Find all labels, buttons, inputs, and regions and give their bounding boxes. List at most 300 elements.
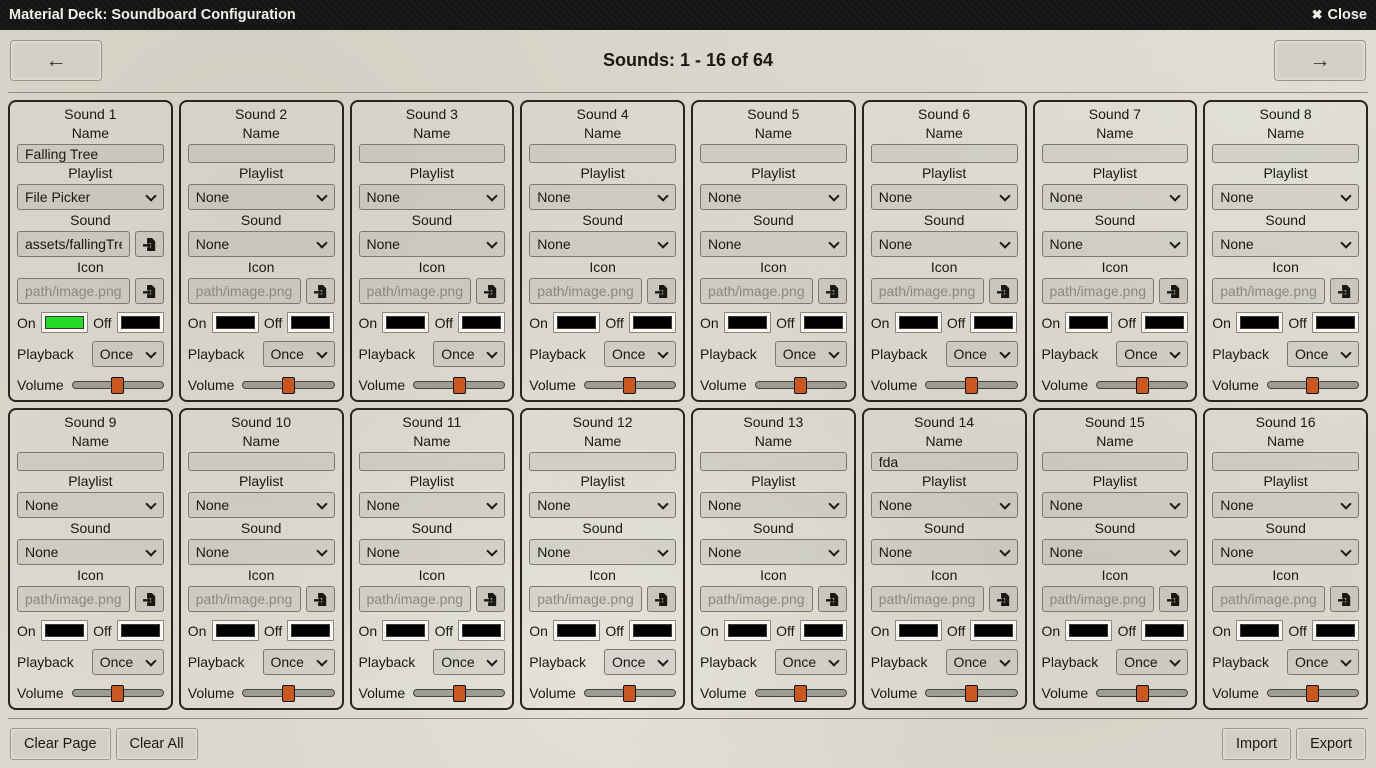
sound-name-input[interactable] <box>17 452 164 471</box>
file-import-icon <box>826 593 839 606</box>
on-label: On <box>1041 622 1061 639</box>
playlist-select[interactable] <box>1212 184 1359 210</box>
on-color-swatch[interactable] <box>724 312 771 333</box>
off-color-swatch[interactable] <box>287 620 334 641</box>
volume-slider[interactable] <box>755 376 847 394</box>
close-button[interactable] <box>1312 7 1367 23</box>
sound-name-input[interactable] <box>1042 452 1189 471</box>
playback-select[interactable] <box>946 341 1018 367</box>
playlist-select[interactable] <box>871 492 1018 518</box>
playback-row <box>1042 341 1189 367</box>
sound-card <box>8 100 173 402</box>
on-color-swatch[interactable] <box>212 312 259 333</box>
playlist-select[interactable] <box>700 492 847 518</box>
playback-select[interactable] <box>92 649 164 675</box>
playback-select[interactable] <box>433 341 505 367</box>
playlist-select[interactable] <box>529 184 676 210</box>
off-color-value <box>804 624 843 637</box>
icon-label: Icon <box>1101 259 1129 275</box>
icon-path-input[interactable] <box>188 278 301 304</box>
icon-path-input[interactable] <box>17 586 130 612</box>
sound-card <box>1033 408 1198 710</box>
icon-path-input[interactable] <box>529 278 642 304</box>
playback-row <box>700 341 847 367</box>
volume-row <box>188 376 335 394</box>
volume-slider[interactable] <box>584 684 676 702</box>
sound-select[interactable] <box>359 231 506 257</box>
sound-select[interactable] <box>700 231 847 257</box>
sound-select[interactable] <box>871 539 1018 565</box>
off-color-value <box>121 316 160 329</box>
volume-slider[interactable] <box>242 684 334 702</box>
name-label: Name <box>583 433 622 449</box>
sound-select-wrap <box>1042 539 1189 565</box>
off-color-swatch[interactable] <box>458 620 505 641</box>
sound-card <box>350 100 515 402</box>
off-color-value <box>974 624 1013 637</box>
off-color-swatch[interactable] <box>117 620 164 641</box>
next-page-button[interactable] <box>1274 40 1366 81</box>
name-label: Name <box>925 433 963 449</box>
playlist-select[interactable] <box>17 184 164 210</box>
sound-select-wrap <box>17 539 164 565</box>
on-color-value <box>216 624 255 637</box>
playlist-select[interactable] <box>1212 492 1359 518</box>
volume-row <box>17 376 164 394</box>
on-color-swatch[interactable] <box>382 312 429 333</box>
icon-file-picker-button[interactable] <box>1330 278 1359 304</box>
playlist-select[interactable] <box>1042 492 1189 518</box>
off-label: Off <box>263 314 283 331</box>
key-color-row <box>871 312 1018 333</box>
on-color-swatch[interactable] <box>553 620 600 641</box>
sound-select-wrap <box>359 231 506 257</box>
off-color-swatch[interactable] <box>629 312 676 333</box>
volume-slider[interactable] <box>1267 684 1359 702</box>
icon-file-picker-button[interactable] <box>647 278 676 304</box>
name-label: Name <box>242 433 280 449</box>
volume-row <box>1042 684 1189 702</box>
sound-card-title: Sound 13 <box>743 414 804 430</box>
on-label: On <box>358 622 378 639</box>
playback-row <box>871 649 1018 675</box>
icon-file-picker-button[interactable] <box>476 278 505 304</box>
sound-select[interactable] <box>17 539 164 565</box>
playback-label: Playback <box>870 346 928 362</box>
volume-row <box>1212 376 1359 394</box>
icon-path-input[interactable] <box>188 586 301 612</box>
volume-slider[interactable] <box>755 684 847 702</box>
sound-label: Sound <box>923 212 965 228</box>
sound-name-input[interactable] <box>700 144 847 163</box>
on-label: On <box>870 314 890 331</box>
icon-path-input[interactable] <box>529 586 642 612</box>
key-color-row <box>1212 312 1359 333</box>
playlist-select[interactable] <box>359 492 506 518</box>
sound-select[interactable] <box>529 539 676 565</box>
sound-file-input[interactable] <box>17 231 130 257</box>
key-color-row <box>1042 312 1189 333</box>
icon-file-picker-button[interactable] <box>476 586 505 612</box>
sound-name-input[interactable] <box>359 144 506 163</box>
icon-path-input[interactable] <box>700 278 813 304</box>
on-label: On <box>358 314 378 331</box>
off-label: Off <box>263 622 283 639</box>
playback-row <box>1212 649 1359 675</box>
off-color-swatch[interactable] <box>1312 312 1359 333</box>
volume-slider[interactable] <box>584 376 676 394</box>
on-color-value <box>45 316 84 329</box>
playlist-select[interactable] <box>529 492 676 518</box>
arrow-left-icon: ← <box>45 48 67 72</box>
file-import-icon <box>826 285 839 298</box>
volume-row <box>871 684 1018 702</box>
playlist-select[interactable] <box>1042 184 1189 210</box>
off-label: Off <box>93 622 112 639</box>
sound-select-wrap <box>700 231 847 257</box>
volume-label: Volume <box>17 685 64 701</box>
icon-file-picker-button[interactable] <box>818 586 847 612</box>
icon-label: Icon <box>1101 567 1129 583</box>
playlist-label: Playlist <box>409 473 455 489</box>
on-color-value <box>557 624 596 637</box>
sound-card-title: Sound 9 <box>64 414 117 430</box>
window-title: Material Deck: Soundboard Configuration <box>9 7 296 23</box>
sound-label: Sound <box>1265 212 1306 228</box>
volume-row <box>700 684 847 702</box>
sound-card <box>350 408 515 710</box>
playback-select[interactable] <box>433 649 505 675</box>
sound-select[interactable] <box>188 539 335 565</box>
playlist-select-wrap <box>871 492 1018 518</box>
playback-label: Playback <box>17 346 74 362</box>
icon-path-input[interactable] <box>1212 586 1325 612</box>
on-color-value <box>728 316 767 329</box>
playlist-label: Playlist <box>1092 165 1138 181</box>
off-color-value <box>462 316 501 329</box>
on-label: On <box>870 622 890 639</box>
playback-select[interactable] <box>946 649 1018 675</box>
sound-name-input[interactable] <box>529 452 676 471</box>
icon-label: Icon <box>760 567 787 583</box>
volume-slider[interactable] <box>925 684 1017 702</box>
playlist-select[interactable] <box>700 184 847 210</box>
icon-path-input[interactable] <box>359 278 472 304</box>
icon-path-input[interactable] <box>359 586 472 612</box>
sound-card <box>862 100 1027 402</box>
on-color-swatch[interactable] <box>382 620 429 641</box>
on-color-swatch[interactable] <box>1065 312 1112 333</box>
off-color-value <box>633 316 672 329</box>
playback-select[interactable] <box>263 341 335 367</box>
playback-select-wrap <box>1116 341 1188 367</box>
icon-path-input[interactable] <box>17 278 130 304</box>
playback-select[interactable] <box>604 341 676 367</box>
off-label: Off <box>1288 622 1307 639</box>
file-import-icon <box>484 285 497 298</box>
off-label: Off <box>605 622 624 639</box>
sound-label: Sound <box>411 212 453 228</box>
icon-file-picker-button[interactable] <box>1159 278 1188 304</box>
volume-label: Volume <box>1041 377 1089 393</box>
sound-select[interactable] <box>188 231 335 257</box>
playback-select[interactable] <box>1116 649 1188 675</box>
volume-slider[interactable] <box>242 376 334 394</box>
sound-select[interactable] <box>871 231 1018 257</box>
on-color-swatch[interactable] <box>41 620 88 641</box>
on-color-swatch[interactable] <box>1065 620 1112 641</box>
playlist-select[interactable] <box>359 184 506 210</box>
playlist-label: Playlist <box>1263 165 1308 181</box>
sound-card-title: Sound 5 <box>747 106 800 122</box>
off-color-swatch[interactable] <box>287 312 334 333</box>
playback-select[interactable] <box>1116 341 1188 367</box>
volume-slider[interactable] <box>1096 376 1188 394</box>
playback-select[interactable] <box>263 649 335 675</box>
icon-label: Icon <box>930 259 958 275</box>
on-color-swatch[interactable] <box>41 312 88 333</box>
icon-file-picker-button[interactable] <box>989 278 1018 304</box>
playback-select[interactable] <box>1287 341 1359 367</box>
on-color-value <box>899 624 938 637</box>
sound-name-input[interactable] <box>17 144 164 163</box>
off-label: Off <box>434 314 454 331</box>
name-label: Name <box>754 433 793 449</box>
on-label: On <box>187 622 207 639</box>
off-color-swatch[interactable] <box>1141 620 1188 641</box>
playback-select-wrap <box>263 341 335 367</box>
playlist-select[interactable] <box>871 184 1018 210</box>
playback-select[interactable] <box>604 649 676 675</box>
off-color-swatch[interactable] <box>970 620 1017 641</box>
volume-row <box>17 684 164 702</box>
off-color-value <box>1145 316 1184 329</box>
file-import-icon <box>997 593 1010 606</box>
playback-label: Playback <box>700 346 757 362</box>
playlist-select[interactable] <box>17 492 164 518</box>
icon-file-picker-button[interactable] <box>135 586 164 612</box>
on-color-value <box>216 316 255 329</box>
icon-file-picker-button[interactable] <box>1330 586 1359 612</box>
clear-all-button[interactable]: Clear All <box>116 728 198 760</box>
on-color-swatch[interactable] <box>1236 620 1283 641</box>
name-label: Name <box>754 125 793 141</box>
icon-file-picker-button[interactable] <box>306 586 335 612</box>
sound-name-input[interactable] <box>871 144 1018 163</box>
volume-slider[interactable] <box>1267 376 1359 394</box>
file-import-icon <box>1167 593 1180 606</box>
on-color-swatch[interactable] <box>724 620 771 641</box>
icon-file-row <box>1042 586 1189 612</box>
volume-slider[interactable] <box>925 376 1017 394</box>
icon-path-input[interactable] <box>871 278 984 304</box>
volume-slider[interactable] <box>413 376 505 394</box>
playlist-label: Playlist <box>409 165 455 181</box>
volume-label: Volume <box>1212 377 1259 393</box>
volume-label: Volume <box>187 377 235 393</box>
clear-page-button[interactable]: Clear Page <box>10 728 111 760</box>
on-color-swatch[interactable] <box>212 620 259 641</box>
off-color-swatch[interactable] <box>800 620 847 641</box>
sound-card-title: Sound 8 <box>1259 106 1312 122</box>
sound-card <box>691 408 856 710</box>
sound-card-title: Sound 16 <box>1255 414 1316 430</box>
key-color-row <box>359 620 506 641</box>
icon-file-picker-button[interactable] <box>306 278 335 304</box>
sound-card-title: Sound 3 <box>405 106 458 122</box>
icon-file-row <box>188 586 335 612</box>
sound-file-row <box>17 231 164 257</box>
sound-card-title: Sound 15 <box>1084 414 1145 430</box>
off-color-value <box>633 624 672 637</box>
volume-slider[interactable] <box>413 684 505 702</box>
icon-label: Icon <box>247 259 275 275</box>
export-button[interactable]: Export <box>1296 728 1366 760</box>
playlist-select-wrap <box>1212 492 1359 518</box>
playlist-select-wrap <box>188 492 335 518</box>
name-label: Name <box>71 433 110 449</box>
playlist-label: Playlist <box>921 473 967 489</box>
name-label: Name <box>925 125 963 141</box>
name-label: Name <box>413 433 451 449</box>
off-label: Off <box>776 622 795 639</box>
playlist-select-wrap <box>1042 184 1189 210</box>
icon-file-picker-button[interactable] <box>647 586 676 612</box>
import-button[interactable]: Import <box>1222 728 1291 760</box>
sound-card <box>691 100 856 402</box>
volume-label: Volume <box>529 377 576 393</box>
volume-row <box>529 376 676 394</box>
file-import-icon <box>484 593 497 606</box>
playlist-select[interactable] <box>188 184 335 210</box>
icon-file-row <box>871 278 1018 304</box>
playlist-label: Playlist <box>68 165 113 181</box>
sound-name-input[interactable] <box>1212 144 1359 163</box>
on-label: On <box>187 314 207 331</box>
icon-label: Icon <box>247 567 275 583</box>
off-color-swatch[interactable] <box>1312 620 1359 641</box>
playlist-select-wrap <box>700 184 847 210</box>
icon-path-input[interactable] <box>1042 586 1155 612</box>
sound-name-input[interactable] <box>1212 452 1359 471</box>
playback-row <box>359 341 506 367</box>
icon-file-row <box>359 278 506 304</box>
icon-file-picker-button[interactable] <box>1159 586 1188 612</box>
file-import-icon <box>143 593 156 606</box>
off-color-swatch[interactable] <box>970 312 1017 333</box>
on-color-swatch[interactable] <box>895 312 942 333</box>
sound-label: Sound <box>1094 520 1136 536</box>
off-label: Off <box>1288 314 1307 331</box>
off-color-value <box>1145 624 1184 637</box>
sound-select-wrap <box>188 539 335 565</box>
volume-label: Volume <box>1212 685 1259 701</box>
off-color-swatch[interactable] <box>629 620 676 641</box>
icon-path-input[interactable] <box>871 586 984 612</box>
sound-label: Sound <box>70 520 111 536</box>
playback-label: Playback <box>700 654 757 670</box>
on-color-value <box>728 624 767 637</box>
on-color-swatch[interactable] <box>1236 312 1283 333</box>
volume-slider[interactable] <box>72 684 164 702</box>
sound-select[interactable] <box>1042 231 1189 257</box>
off-color-swatch[interactable] <box>1141 312 1188 333</box>
playback-select[interactable] <box>92 341 164 367</box>
playback-select-wrap <box>92 341 164 367</box>
sound-select[interactable] <box>529 231 676 257</box>
sound-file-picker-button[interactable] <box>135 231 164 257</box>
file-import-icon <box>997 285 1010 298</box>
playlist-select-wrap <box>700 492 847 518</box>
playback-label: Playback <box>17 654 74 670</box>
icon-file-picker-button[interactable] <box>818 278 847 304</box>
sound-select[interactable] <box>1042 539 1189 565</box>
playlist-select-wrap <box>871 184 1018 210</box>
sound-name-input[interactable] <box>871 452 1018 471</box>
close-icon: ✖ <box>1311 7 1323 22</box>
volume-row <box>359 376 506 394</box>
off-color-value <box>291 316 330 329</box>
sound-name-input[interactable] <box>359 452 506 471</box>
playback-select-wrap <box>604 341 676 367</box>
off-color-swatch[interactable] <box>800 312 847 333</box>
icon-path-input[interactable] <box>700 586 813 612</box>
icon-file-row <box>1212 586 1359 612</box>
playback-select[interactable] <box>775 341 847 367</box>
sound-label: Sound <box>411 520 453 536</box>
on-color-value <box>557 316 596 329</box>
playback-row <box>1212 341 1359 367</box>
sound-name-input[interactable] <box>529 144 676 163</box>
sound-select-wrap <box>1042 231 1189 257</box>
off-color-swatch[interactable] <box>117 312 164 333</box>
playlist-label: Playlist <box>68 473 113 489</box>
sound-select[interactable] <box>1212 539 1359 565</box>
sound-label: Sound <box>753 520 794 536</box>
playlist-select-wrap <box>1212 184 1359 210</box>
on-color-value <box>1240 624 1279 637</box>
icon-file-picker-button[interactable] <box>135 278 164 304</box>
sound-select[interactable] <box>1212 231 1359 257</box>
playlist-select-wrap <box>359 492 506 518</box>
off-color-swatch[interactable] <box>458 312 505 333</box>
playback-select-wrap <box>1287 341 1359 367</box>
sound-name-input[interactable] <box>700 452 847 471</box>
volume-slider[interactable] <box>72 376 164 394</box>
sound-name-input[interactable] <box>188 452 335 471</box>
previous-page-button[interactable] <box>10 40 102 81</box>
playback-select[interactable] <box>775 649 847 675</box>
icon-file-picker-button[interactable] <box>989 586 1018 612</box>
icon-path-input[interactable] <box>1042 278 1155 304</box>
sound-select[interactable] <box>359 539 506 565</box>
playlist-label: Playlist <box>751 165 796 181</box>
icon-path-input[interactable] <box>1212 278 1325 304</box>
sound-name-input[interactable] <box>188 144 335 163</box>
off-label: Off <box>93 314 112 331</box>
playback-select[interactable] <box>1287 649 1359 675</box>
sound-select[interactable] <box>700 539 847 565</box>
playlist-select[interactable] <box>188 492 335 518</box>
on-color-swatch[interactable] <box>895 620 942 641</box>
off-color-value <box>462 624 501 637</box>
off-color-value <box>291 624 330 637</box>
sound-name-input[interactable] <box>1042 144 1189 163</box>
volume-slider[interactable] <box>1096 684 1188 702</box>
sound-select-wrap <box>871 231 1018 257</box>
window-titlebar <box>0 0 1376 30</box>
on-color-swatch[interactable] <box>553 312 600 333</box>
